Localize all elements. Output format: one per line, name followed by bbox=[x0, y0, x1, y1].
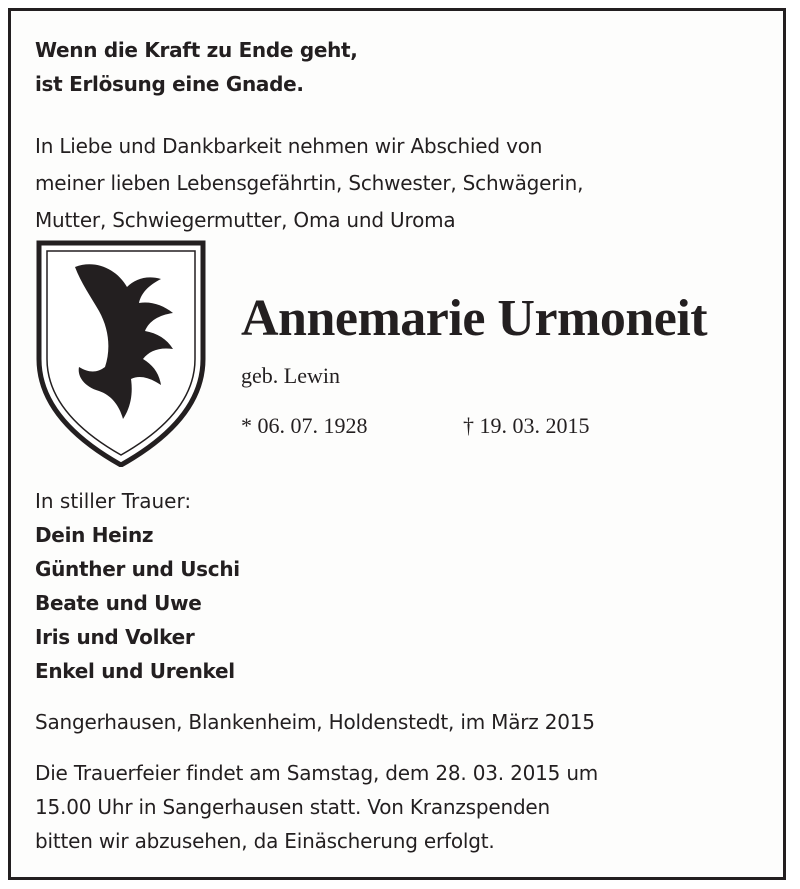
list-item: Enkel und Urenkel bbox=[35, 659, 235, 683]
mourning-label: In stiller Trauer: bbox=[35, 489, 192, 513]
funeral-line-2: 15.00 Uhr in Sangerhausen statt. Von Kranzspenden bbox=[35, 795, 551, 819]
motto-line-1: Wenn die Kraft zu Ende geht, bbox=[35, 38, 358, 62]
maiden-name: geb. Lewin bbox=[241, 363, 340, 388]
list-item: Iris und Volker bbox=[35, 625, 195, 649]
funeral-notice bbox=[35, 756, 598, 858]
obituary-frame bbox=[8, 8, 786, 880]
motto bbox=[35, 33, 358, 101]
intro-line-3: Mutter, Schwiegermutter, Oma und Uroma bbox=[35, 208, 456, 232]
funeral-line-3: bitten wir abzusehen, da Einäscherung erfolgt. bbox=[35, 829, 495, 853]
intro-line-2: meiner lieben Lebensgefährtin, Schwester, Schwägerin, bbox=[35, 171, 584, 195]
list-item: Dein Heinz bbox=[35, 523, 154, 547]
mourners-list bbox=[35, 518, 240, 688]
list-item: Beate und Uwe bbox=[35, 591, 202, 615]
intro-text bbox=[35, 128, 583, 239]
place-and-date: Sangerhausen, Blankenheim, Holdenstedt, im März 2015 bbox=[35, 710, 595, 734]
motto-line-2: ist Erlösung eine Gnade. bbox=[35, 72, 304, 96]
funeral-line-1: Die Trauerfeier findet am Samstag, dem 28. 03. 2015 um bbox=[35, 761, 599, 785]
deceased-name: Annemarie Urmoneit bbox=[241, 290, 708, 347]
birth-date: * 06. 07. 1928 bbox=[241, 413, 368, 438]
life-dates bbox=[241, 411, 590, 441]
antler-shield-icon bbox=[35, 239, 207, 467]
list-item: Günther und Uschi bbox=[35, 557, 240, 581]
death-date: † 19. 03. 2015 bbox=[463, 413, 590, 438]
intro-line-1: In Liebe und Dankbarkeit nehmen wir Abschied von bbox=[35, 134, 543, 158]
